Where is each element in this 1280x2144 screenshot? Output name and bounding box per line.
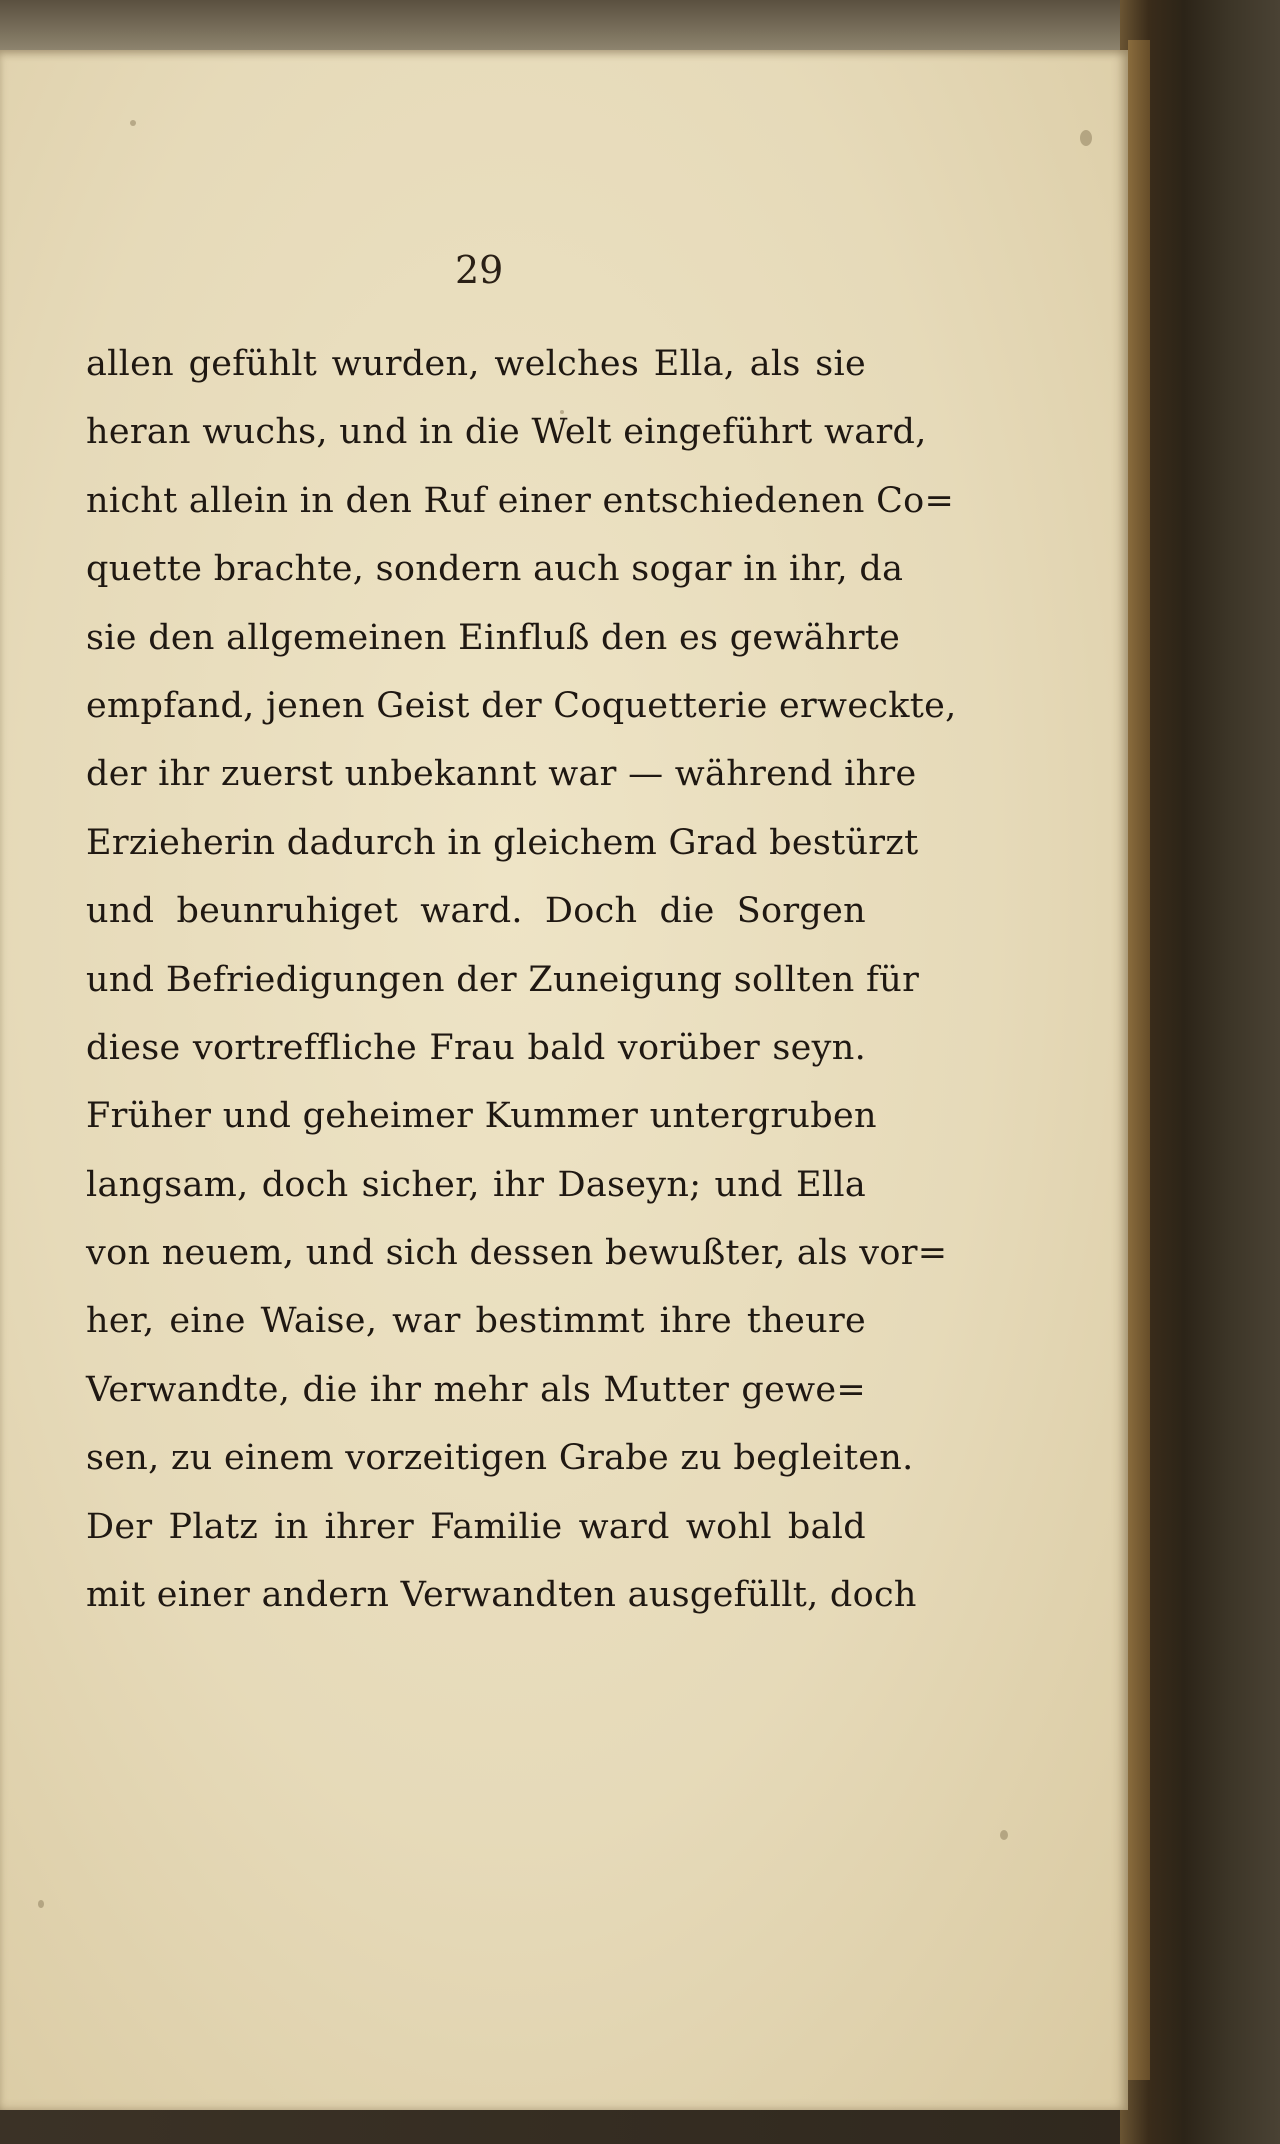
text-line: Früher und geheimer Kummer untergruben (86, 1096, 877, 1137)
text-line: sen, zu einem vorzeitigen Grabe zu begleiten. (86, 1438, 914, 1479)
text-line: sie den allgemeinen Einfluß den es gewährte (86, 617, 901, 658)
text-line: Verwandte, die ihr mehr als Mutter gewe= (86, 1369, 866, 1410)
paper-speck (130, 120, 136, 126)
text-line: allen gefühlt wurden, welches Ella, als sie (86, 344, 866, 384)
text-line: empfand, jenen Geist der Coquetterie erweckte, (86, 685, 957, 726)
text-line: und Befriedigungen der Zuneigung sollten für (86, 959, 920, 1000)
scan-top-edge (0, 0, 1280, 52)
text-line: von neuem, und sich dessen bewußter, als vor= (86, 1233, 948, 1274)
paper-speck (1080, 130, 1092, 146)
page-number: 29 (455, 248, 504, 292)
paper-speck (38, 1900, 44, 1908)
text-line: Der Platz in ihrer Familie ward wohl bald (86, 1506, 866, 1547)
body-text (86, 330, 957, 1629)
book-cover-edge (1120, 0, 1280, 2144)
text-line: der ihr zuerst unbekannt war — während ihre (86, 754, 917, 795)
text-line: diese vortreffliche Frau bald vorüber seyn. (86, 1027, 866, 1068)
text-line: Erzieherin dadurch in gleichem Grad bestürzt (86, 822, 919, 863)
paper-speck (1000, 1830, 1008, 1840)
text-line: und beunruhiget ward. Doch die Sorgen (86, 891, 866, 932)
text-line: langsam, doch sicher, ihr Daseyn; und Ella (86, 1164, 866, 1205)
text-line: quette brachte, sondern auch sogar in ihr, da (86, 549, 904, 590)
text-line: her, eine Waise, war bestimmt ihre theure (86, 1301, 866, 1342)
text-line: nicht allein in den Ruf einer entschiedenen Co= (86, 480, 955, 521)
text-line: mit einer andern Verwandten ausgefüllt, doch (86, 1575, 917, 1616)
text-line: heran wuchs, und in die Welt eingeführt ward, (86, 412, 927, 453)
